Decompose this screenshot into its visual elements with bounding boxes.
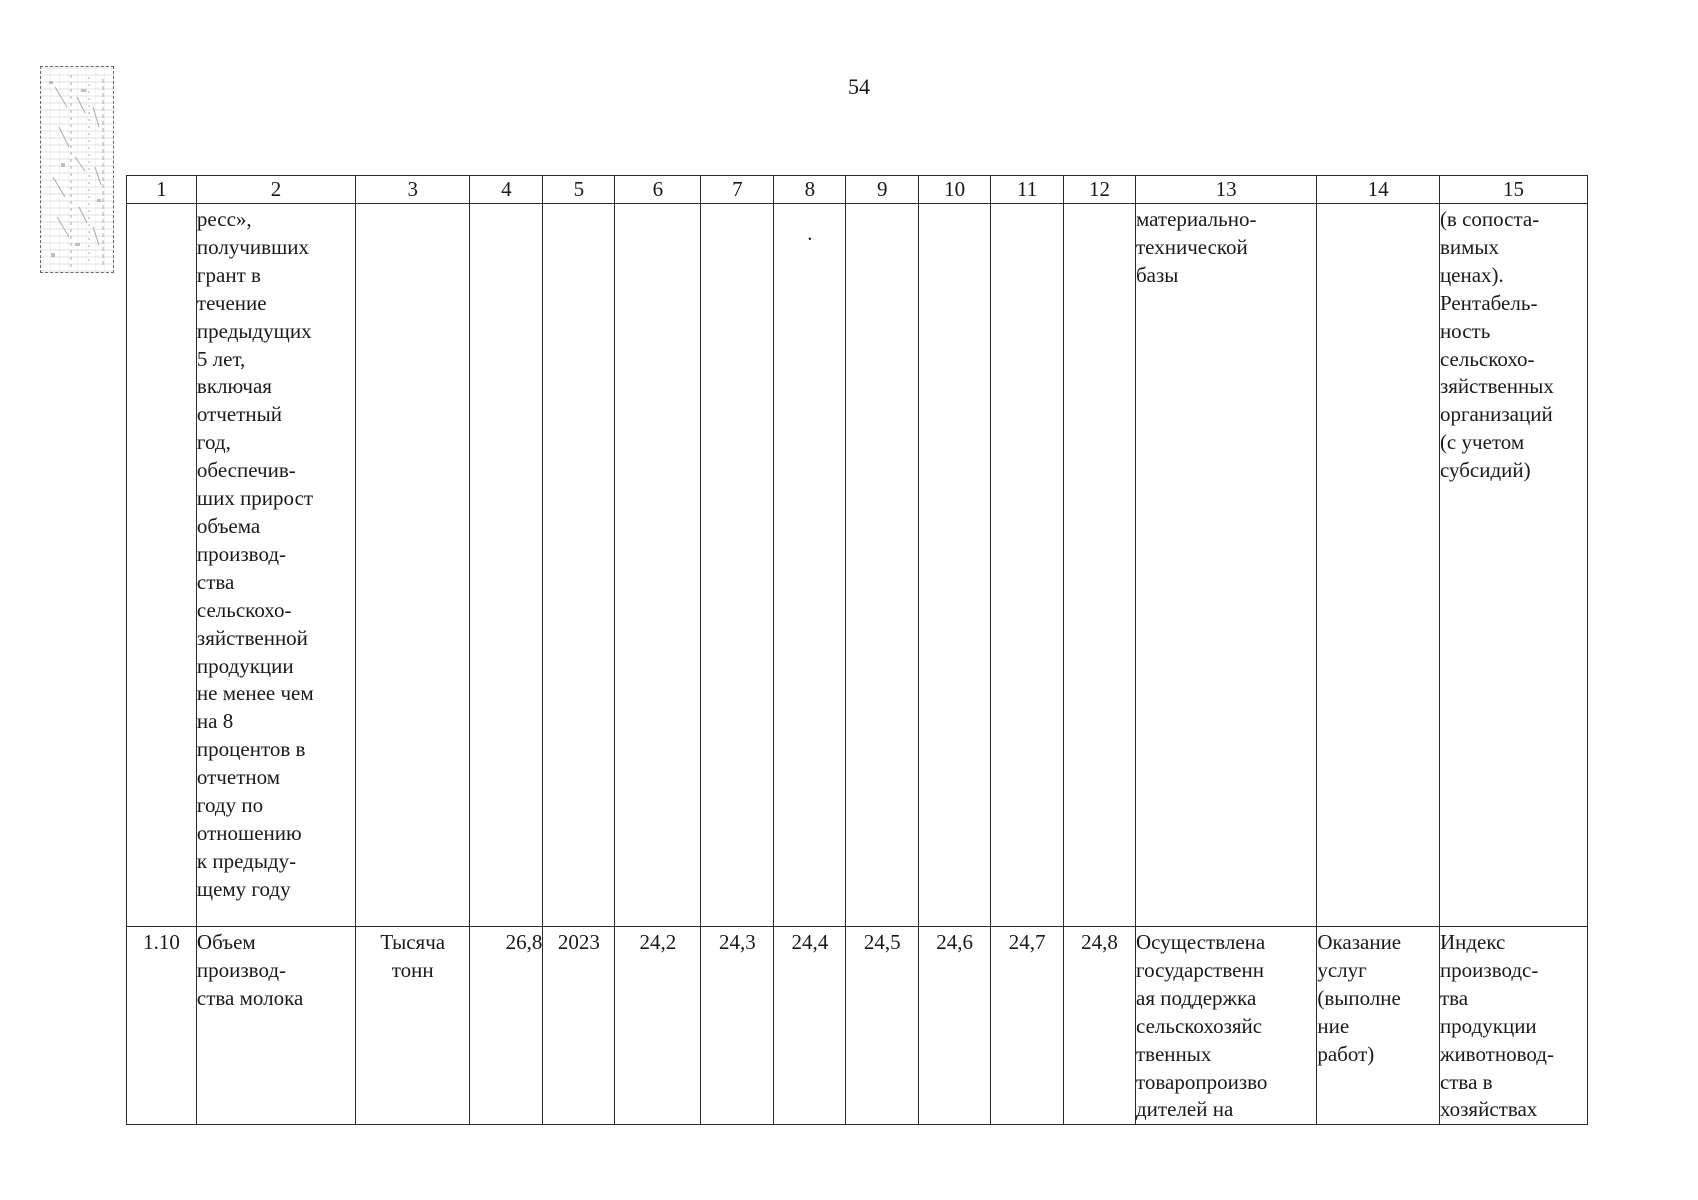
cell-text bbox=[1317, 204, 1439, 206]
cell-text: Оказание услуг (выполне ние работ) bbox=[1317, 930, 1402, 1066]
column-header: 14 bbox=[1317, 176, 1440, 204]
column-header: 8 bbox=[774, 176, 846, 204]
column-header: 13 bbox=[1136, 176, 1317, 204]
table-cell bbox=[1317, 204, 1440, 927]
cell-text: 2023 bbox=[557, 930, 600, 954]
table-cell bbox=[846, 204, 919, 927]
column-header: 5 bbox=[543, 176, 615, 204]
table-cell bbox=[1064, 927, 1136, 1125]
table-cell bbox=[543, 204, 615, 927]
cell-text: 24,7 bbox=[1008, 930, 1046, 954]
table-cell bbox=[774, 204, 846, 927]
table-cell bbox=[1439, 927, 1587, 1125]
cell-text: Индекс производс- тва продукции животновод- ства в хозяйствах bbox=[1439, 930, 1554, 1122]
table-cell bbox=[846, 927, 919, 1125]
cell-text bbox=[615, 204, 700, 206]
table-cell bbox=[1136, 204, 1317, 927]
table-cell bbox=[127, 927, 197, 1125]
cell-text: 24,2 bbox=[639, 930, 677, 954]
archive-stamp-image bbox=[40, 66, 114, 273]
cell-text bbox=[919, 204, 990, 206]
cell-text: Объем производ- ства молока bbox=[196, 930, 304, 1010]
cell-text: 24,6 bbox=[936, 930, 974, 954]
cell-text: ресс», получивших грант в течение предыдущих 5 лет, включая отчетный год, обеспечив- ших прирост объема производ- ства сельскохо- зяйственной продукции не менее чем на 8 процентов в отчетном году по отношению к предыду- щему году bbox=[196, 207, 314, 901]
cell-text bbox=[846, 204, 918, 206]
column-header: 11 bbox=[991, 176, 1064, 204]
table-row bbox=[127, 927, 1588, 1125]
table-cell bbox=[543, 927, 615, 1125]
column-header: 10 bbox=[919, 176, 991, 204]
cell-text bbox=[470, 204, 542, 206]
cell-text bbox=[701, 204, 773, 206]
table-cell bbox=[615, 204, 701, 927]
cell-text: 24,5 bbox=[863, 930, 901, 954]
cell-text: 24,4 bbox=[791, 930, 829, 954]
table-cell bbox=[470, 927, 543, 1125]
cell-text: · bbox=[806, 227, 814, 251]
stamp-texture-icon bbox=[41, 67, 115, 274]
column-header: 4 bbox=[470, 176, 543, 204]
table-cell bbox=[355, 927, 469, 1125]
cell-text: (в сопоста- вимых ценах). Рентабель- ность сельскохо- зяйственных организаций (с учетом субсидий) bbox=[1439, 207, 1554, 483]
cell-text: 24,3 bbox=[719, 930, 756, 954]
cell-text bbox=[127, 204, 196, 206]
data-table bbox=[126, 175, 1588, 1125]
column-header: 7 bbox=[701, 176, 774, 204]
table-cell bbox=[470, 204, 543, 927]
table-cell bbox=[701, 927, 774, 1125]
table-cell bbox=[701, 204, 774, 927]
cell-text bbox=[991, 204, 1063, 206]
table-cell bbox=[1136, 927, 1317, 1125]
page-number: 54 bbox=[848, 74, 870, 99]
cell-text bbox=[356, 204, 469, 206]
table-cell bbox=[774, 927, 846, 1125]
header-row bbox=[127, 176, 1588, 204]
table-cell bbox=[1064, 204, 1136, 927]
table-cell bbox=[615, 927, 701, 1125]
column-header: 3 bbox=[355, 176, 469, 204]
table-row bbox=[127, 204, 1588, 927]
column-header: 15 bbox=[1439, 176, 1587, 204]
table-cell bbox=[196, 927, 355, 1125]
cell-text: 26,8 bbox=[505, 930, 543, 954]
cell-text: Осуществлена государственн ая поддержка сельскохозяйс твенных товаропроизво дителей на bbox=[1136, 930, 1268, 1122]
table-cell bbox=[919, 204, 991, 927]
column-header: 1 bbox=[127, 176, 197, 204]
cell-text bbox=[1064, 204, 1135, 206]
table-cell bbox=[919, 927, 991, 1125]
table-cell bbox=[1317, 927, 1440, 1125]
cell-text: 24,8 bbox=[1081, 930, 1118, 954]
column-header: 6 bbox=[615, 176, 701, 204]
cell-text: 1.10 bbox=[143, 930, 180, 954]
column-header: 12 bbox=[1064, 176, 1136, 204]
column-header: 9 bbox=[846, 176, 919, 204]
cell-text: Тысяча тонн bbox=[380, 930, 446, 982]
table-cell bbox=[991, 927, 1064, 1125]
table-cell bbox=[127, 204, 197, 927]
table-cell bbox=[355, 204, 469, 927]
table-cell bbox=[196, 204, 355, 927]
cell-text: материально- технической базы bbox=[1136, 207, 1257, 287]
cell-text bbox=[543, 204, 614, 206]
table-cell bbox=[991, 204, 1064, 927]
column-header: 2 bbox=[196, 176, 355, 204]
table-cell bbox=[1439, 204, 1587, 927]
